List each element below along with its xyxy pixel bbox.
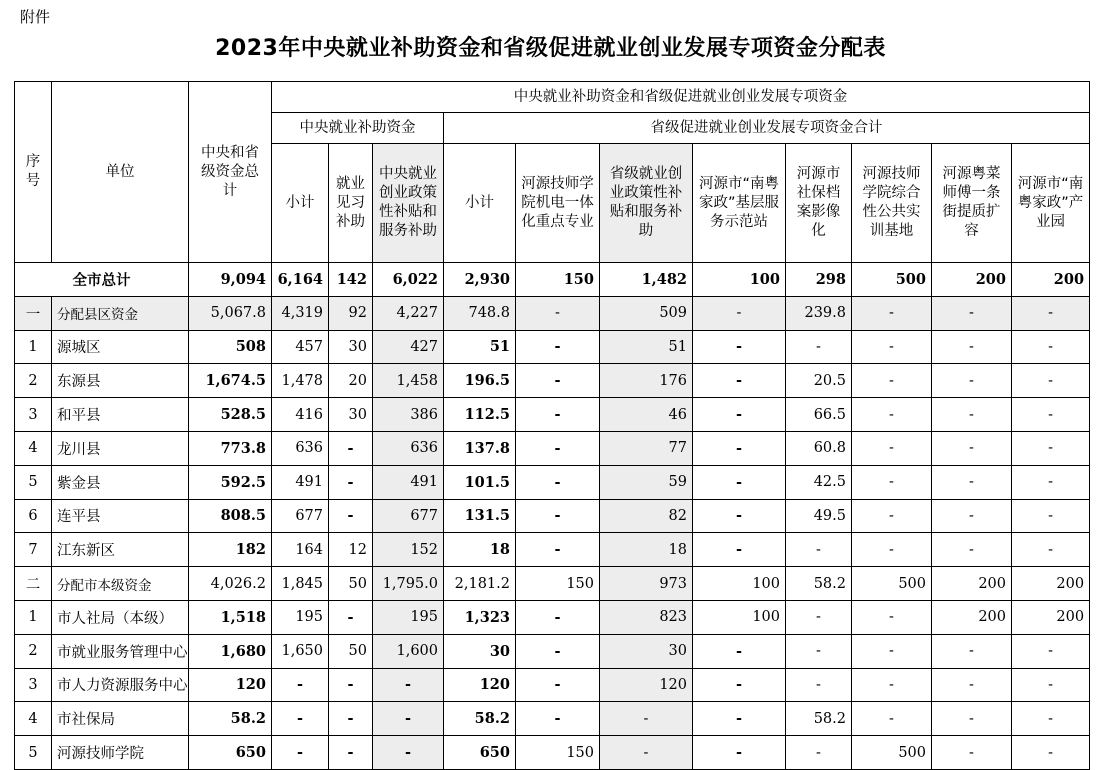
table-cell: 100 (693, 600, 786, 634)
table-cell: - (852, 600, 932, 634)
table-cell: 650 (444, 736, 516, 770)
row-seq: 6 (15, 499, 52, 533)
page-title: 2023年中央就业补助资金和省级促进就业创业发展专项资金分配表 (215, 36, 886, 61)
table-row (15, 330, 1090, 364)
table-cell: 748.8 (444, 296, 516, 330)
header-combined: 中央就业补助资金和省级促进就业创业发展专项资金 (272, 82, 1090, 113)
table-cell: 77 (600, 431, 693, 465)
allocation-table (14, 81, 1090, 770)
table-cell: 1,478 (272, 364, 329, 398)
table-cell: - (516, 634, 600, 668)
table-cell: 500 (852, 567, 932, 601)
table-row (15, 600, 1090, 634)
table-cell: - (516, 398, 600, 432)
table-cell: 4,227 (373, 296, 444, 330)
table-cell: - (786, 668, 852, 702)
table-cell: 152 (373, 533, 444, 567)
table-cell: 386 (373, 398, 444, 432)
row-seq: 二 (15, 567, 52, 601)
table-cell: 650 (189, 736, 272, 770)
table-cell: - (852, 296, 932, 330)
table-cell: 200 (1012, 263, 1090, 297)
table-cell: 427 (373, 330, 444, 364)
table-cell: - (693, 364, 786, 398)
table-cell: 150 (516, 736, 600, 770)
table-cell: 200 (932, 567, 1012, 601)
table-cell: - (786, 736, 852, 770)
table-cell: - (932, 634, 1012, 668)
table-cell: - (693, 465, 786, 499)
table-cell: 773.8 (189, 431, 272, 465)
table-cell: 58.2 (189, 702, 272, 736)
table-cell: - (516, 364, 600, 398)
table-cell: - (516, 702, 600, 736)
table-cell: 239.8 (786, 296, 852, 330)
table-cell: - (932, 668, 1012, 702)
table-cell: - (932, 736, 1012, 770)
header-central-policy: 中央就业创业政策性补贴和服务补助 (373, 144, 444, 263)
table-row (15, 533, 1090, 567)
table-cell: 20.5 (786, 364, 852, 398)
table-cell: - (786, 330, 852, 364)
table-cell: - (329, 736, 373, 770)
row-seq: 一 (15, 296, 52, 330)
table-cell: - (693, 533, 786, 567)
table-cell: 1,323 (444, 600, 516, 634)
row-label: 紫金县 (52, 465, 189, 499)
table-cell: 59 (600, 465, 693, 499)
table-cell: 457 (272, 330, 329, 364)
table-cell: - (329, 702, 373, 736)
table-cell: 2,930 (444, 263, 516, 297)
table-cell: - (1012, 431, 1090, 465)
table-cell: - (329, 431, 373, 465)
header-provincial: 省级促进就业创业发展专项资金合计 (444, 113, 1090, 144)
table-cell: 46 (600, 398, 693, 432)
table-cell: - (516, 431, 600, 465)
row-label: 全市总计 (15, 263, 189, 297)
table-cell: 200 (932, 600, 1012, 634)
header-prov-training-base: 河源技师学院综合性公共实训基地 (852, 144, 932, 263)
table-cell: 6,164 (272, 263, 329, 297)
header-prov-archives: 河源市社保档案影像化 (786, 144, 852, 263)
table-cell: 1,845 (272, 567, 329, 601)
row-label: 河源技师学院 (52, 736, 189, 770)
table-row (15, 499, 1090, 533)
table-cell: - (272, 668, 329, 702)
table-cell: 58.2 (786, 567, 852, 601)
table-cell: 196.5 (444, 364, 516, 398)
group-row (15, 567, 1090, 601)
table-cell: - (1012, 499, 1090, 533)
row-label: 分配市本级资金 (52, 567, 189, 601)
table-cell: 58.2 (444, 702, 516, 736)
table-cell: - (1012, 702, 1090, 736)
table-cell: 42.5 (786, 465, 852, 499)
table-row (15, 364, 1090, 398)
table-cell: 509 (600, 296, 693, 330)
table-cell: 101.5 (444, 465, 516, 499)
table-cell: 1,650 (272, 634, 329, 668)
header-prov-nanyue: 河源市“南粤家政”基层服务示范站 (693, 144, 786, 263)
header-prov-tech-college: 河源技师学院机电一体化重点专业 (516, 144, 600, 263)
table-cell: - (1012, 465, 1090, 499)
table-cell: - (852, 465, 932, 499)
table-cell: - (693, 296, 786, 330)
table-cell: - (786, 634, 852, 668)
table-cell: - (1012, 364, 1090, 398)
table-cell: - (516, 533, 600, 567)
table-cell: 592.5 (189, 465, 272, 499)
table-cell: - (693, 431, 786, 465)
table-cell: - (516, 465, 600, 499)
table-cell: - (693, 634, 786, 668)
table-cell: 92 (329, 296, 373, 330)
header-seq: 序号 (15, 82, 52, 263)
table-cell: 677 (373, 499, 444, 533)
table-cell: - (1012, 296, 1090, 330)
table-cell: - (932, 465, 1012, 499)
table-row (15, 634, 1090, 668)
table-cell: 100 (693, 567, 786, 601)
row-label: 市人社局（本级） (52, 600, 189, 634)
table-cell: - (786, 600, 852, 634)
table-cell: - (852, 634, 932, 668)
table-cell: 973 (600, 567, 693, 601)
table-cell: 100 (693, 263, 786, 297)
table-cell: 30 (329, 330, 373, 364)
table-cell: - (272, 702, 329, 736)
row-label: 东源县 (52, 364, 189, 398)
table-cell: 298 (786, 263, 852, 297)
table-cell: 416 (272, 398, 329, 432)
table-cell: 137.8 (444, 431, 516, 465)
table-cell: 823 (600, 600, 693, 634)
table-cell: - (516, 600, 600, 634)
table-cell: - (1012, 533, 1090, 567)
row-seq: 4 (15, 702, 52, 736)
table-cell: - (932, 398, 1012, 432)
table-cell: - (852, 499, 932, 533)
group-row (15, 296, 1090, 330)
table-cell: - (932, 533, 1012, 567)
table-cell: 30 (600, 634, 693, 668)
table-cell: - (1012, 634, 1090, 668)
table-cell: 491 (373, 465, 444, 499)
table-cell: 51 (600, 330, 693, 364)
table-cell: 120 (189, 668, 272, 702)
header-central: 中央就业补助资金 (272, 113, 444, 144)
table-cell: 60.8 (786, 431, 852, 465)
table-cell: 500 (852, 736, 932, 770)
table-cell: - (932, 296, 1012, 330)
table-cell: 677 (272, 499, 329, 533)
table-cell: 195 (272, 600, 329, 634)
table-cell: 9,094 (189, 263, 272, 297)
table-cell: - (373, 702, 444, 736)
table-body (15, 263, 1090, 770)
table-cell: - (600, 736, 693, 770)
table-cell: 120 (600, 668, 693, 702)
table-cell: 2,181.2 (444, 567, 516, 601)
table-cell: 50 (329, 567, 373, 601)
table-cell: 5,067.8 (189, 296, 272, 330)
table-cell: - (329, 600, 373, 634)
header-central-subtotal: 小计 (272, 144, 329, 263)
table-cell: 1,518 (189, 600, 272, 634)
table-cell: 1,680 (189, 634, 272, 668)
table-cell: 131.5 (444, 499, 516, 533)
table-cell: 200 (1012, 567, 1090, 601)
table-cell: - (1012, 330, 1090, 364)
row-label: 和平县 (52, 398, 189, 432)
table-cell: 30 (444, 634, 516, 668)
table-cell: 808.5 (189, 499, 272, 533)
header-prov-park: 河源市“南粤家政”产业园 (1012, 144, 1090, 263)
header-prov-cuisine: 河源粤菜师傅一条街提质扩容 (932, 144, 1012, 263)
table-cell: - (852, 702, 932, 736)
row-label: 市就业服务管理中心 (52, 634, 189, 668)
row-label: 江东新区 (52, 533, 189, 567)
table-cell: - (1012, 736, 1090, 770)
table-cell: - (516, 296, 600, 330)
table-cell: 49.5 (786, 499, 852, 533)
row-label: 源城区 (52, 330, 189, 364)
table-row (15, 431, 1090, 465)
table-cell: - (693, 330, 786, 364)
header-prov-subtotal: 小计 (444, 144, 516, 263)
row-seq: 3 (15, 668, 52, 702)
table-cell: - (693, 736, 786, 770)
table-cell: 491 (272, 465, 329, 499)
row-seq: 7 (15, 533, 52, 567)
table-row (15, 465, 1090, 499)
table-cell: 150 (516, 567, 600, 601)
table-cell: 112.5 (444, 398, 516, 432)
header-prov-policy: 省级就业创业政策性补贴和服务补助 (600, 144, 693, 263)
table-row (15, 736, 1090, 770)
table-cell: - (693, 668, 786, 702)
table-cell: 18 (444, 533, 516, 567)
table-cell: 4,026.2 (189, 567, 272, 601)
annex-label: 附件 (20, 8, 51, 26)
table-header (15, 82, 1090, 263)
table-cell: 82 (600, 499, 693, 533)
table-cell: - (852, 668, 932, 702)
table-cell: 182 (189, 533, 272, 567)
table-cell: - (693, 398, 786, 432)
table-row (15, 398, 1090, 432)
table-cell: 1,600 (373, 634, 444, 668)
table-row (15, 668, 1090, 702)
table-cell: 200 (932, 263, 1012, 297)
header-central-internship: 就业见习补助 (329, 144, 373, 263)
table-cell: - (516, 668, 600, 702)
table-cell: 51 (444, 330, 516, 364)
table-cell: - (600, 702, 693, 736)
table-cell: 66.5 (786, 398, 852, 432)
table-cell: 142 (329, 263, 373, 297)
table-row (15, 702, 1090, 736)
table-cell: 164 (272, 533, 329, 567)
row-seq: 2 (15, 634, 52, 668)
table-cell: 500 (852, 263, 932, 297)
table-cell: 508 (189, 330, 272, 364)
table-cell: 6,022 (373, 263, 444, 297)
table-cell: 636 (373, 431, 444, 465)
table-cell: - (1012, 668, 1090, 702)
table-cell: - (932, 702, 1012, 736)
table-cell: - (852, 431, 932, 465)
header-grand-total: 中央和省级资金总计 (189, 82, 272, 263)
table-cell: - (932, 364, 1012, 398)
row-seq: 4 (15, 431, 52, 465)
table-cell: - (272, 736, 329, 770)
table-cell: 1,674.5 (189, 364, 272, 398)
table-cell: 4,319 (272, 296, 329, 330)
table-cell: 1,482 (600, 263, 693, 297)
row-label: 市社保局 (52, 702, 189, 736)
table-cell: - (932, 499, 1012, 533)
table-cell: 200 (1012, 600, 1090, 634)
row-seq: 1 (15, 600, 52, 634)
row-seq: 1 (15, 330, 52, 364)
table-cell: 1,458 (373, 364, 444, 398)
row-label: 连平县 (52, 499, 189, 533)
table-cell: 50 (329, 634, 373, 668)
table-cell: 176 (600, 364, 693, 398)
table-cell: - (693, 702, 786, 736)
table-cell: 120 (444, 668, 516, 702)
table-cell: - (373, 736, 444, 770)
table-cell: 18 (600, 533, 693, 567)
header-unit: 单位 (52, 82, 189, 263)
table-cell: - (932, 330, 1012, 364)
row-label: 分配县区资金 (52, 296, 189, 330)
table-cell: - (329, 465, 373, 499)
table-cell: - (1012, 398, 1090, 432)
table-cell: - (373, 668, 444, 702)
row-seq: 5 (15, 736, 52, 770)
table-cell: 150 (516, 263, 600, 297)
row-seq: 2 (15, 364, 52, 398)
total-row (15, 263, 1090, 297)
table-cell: - (786, 533, 852, 567)
table-cell: 636 (272, 431, 329, 465)
table-cell: 195 (373, 600, 444, 634)
table-cell: - (516, 330, 600, 364)
table-cell: - (852, 364, 932, 398)
table-cell: - (329, 499, 373, 533)
table-cell: 528.5 (189, 398, 272, 432)
row-seq: 3 (15, 398, 52, 432)
table-cell: 20 (329, 364, 373, 398)
table-cell: 1,795.0 (373, 567, 444, 601)
table-cell: - (852, 398, 932, 432)
table-cell: 12 (329, 533, 373, 567)
table-cell: - (329, 668, 373, 702)
row-label: 市人力资源服务中心 (52, 668, 189, 702)
row-seq: 5 (15, 465, 52, 499)
table-cell: 58.2 (786, 702, 852, 736)
row-label: 龙川县 (52, 431, 189, 465)
table-cell: - (852, 330, 932, 364)
table-cell: - (852, 533, 932, 567)
table-cell: 30 (329, 398, 373, 432)
table-cell: - (693, 499, 786, 533)
table-cell: - (516, 499, 600, 533)
table-cell: - (932, 431, 1012, 465)
